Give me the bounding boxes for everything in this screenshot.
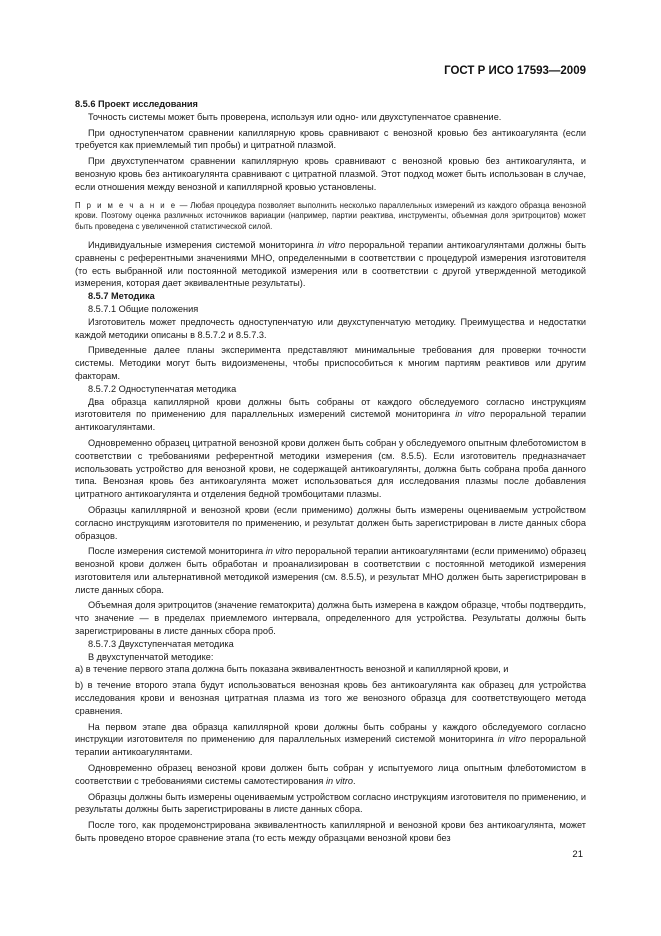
page-number: 21 xyxy=(572,849,583,860)
paragraph: Образцы должны быть измерены оцениваемым устройством согласно инструкциям изготовителя по применению, и результаты должны быть зарегистрированы в листе данных сбора. xyxy=(75,791,586,815)
paragraph: Точность системы может быть проверена, используя или одно- или двухступенчатое сравнение. xyxy=(88,111,502,122)
italic-term: in vitro xyxy=(265,546,293,557)
note-label: П р и м е ч а н и е xyxy=(75,200,177,210)
list-item-a: a) в течение первого этапа должна быть показана эквивалентность венозной и капиллярной крови, и xyxy=(75,664,509,675)
paragraph: После того, как продемонстрирована эквивалентность капиллярной и венозной крови без антикоагулянта, может быть проведено второе сравнение этапа (то есть между образцами венозной крови без xyxy=(75,820,586,844)
italic-term: in vitro xyxy=(497,734,527,745)
paragraph: В двухступенчатой методике: xyxy=(88,651,214,662)
paragraph: Приведенные далее планы эксперимента представляют минимальные требования для проверки точности системы. Методики могут быть видоизменены, чтобы приспособиться к многим партиям реактивов или другим факторам. xyxy=(75,345,586,381)
text-run: После измерения системой мониторинга xyxy=(88,546,266,557)
text-run: На первом этапе два образца капиллярной крови должны быть собраны у каждого обследуемого согласно инструкции изготовителя по применению для параллельных измерений системой мониторинга xyxy=(75,721,586,745)
paragraph: Изготовитель может предпочесть одноступенчатую или двухступенчатую методику. Преимущества и недостатки каждой методики описаны в 8.5.7.2 и 8.5.7.3. xyxy=(75,316,586,340)
italic-term: in vitro xyxy=(317,239,346,250)
paragraph: При одноступенчатом сравнении капиллярную кровь сравнивают с венозной кровью без антикоагулянта (если требуется как приемлемый тип пробы) и цитратной плазмой. xyxy=(75,127,586,151)
text-run: пероральной терапии антикоагулянтами. xyxy=(75,409,587,433)
text-run: пероральной терапии антикоагулянтами (если применимо) образец венозной крови должен быть обработан и проанализирован в соответствии с постоянной методикой измерения изготовителя или альтернативной методикой измерения (см. 8.5.5), и результат МНО должен быть зарегистрирован в листе данных сбора. xyxy=(75,546,587,595)
text-run: пероральной терапии антикоагулянтами должны быть сравнены с референтными значениями МНО, определенными в соответствии с процедурой измерения изготовителя (то есть выбранной или постоянной методикой измерения или в соответствии с другой утвержденной методикой измерения, которая дает эквивалентные результаты). xyxy=(75,239,586,289)
text-run: Одновременно образец венозной крови должен быть собран у испытуемого лица опытным флеботомистом в соответствии с требованиями системы самотестирования xyxy=(75,763,586,786)
paragraph xyxy=(75,762,586,788)
text-run: Два образца капиллярной крови должны быть собраны от каждого обследуемого согласно инструкциям изготовителя по применению для параллельных измерений системой мониторинга xyxy=(75,396,586,420)
page-content xyxy=(75,98,586,845)
italic-term: in vitro xyxy=(455,409,485,420)
section-heading-8-5-6: 8.5.6 Проект исследования xyxy=(75,99,198,109)
subsection-heading: 8.5.7.3 Двухступенчатая методика xyxy=(88,638,234,649)
note xyxy=(75,201,586,233)
paragraph xyxy=(75,239,586,290)
paragraph xyxy=(75,396,586,434)
section-heading-8-5-7: 8.5.7 Методика xyxy=(88,291,155,302)
text-run: пероральной терапии антикоагулянтами. xyxy=(75,734,587,758)
text-run: Индивидуальные измерения системой мониторинга xyxy=(88,239,318,250)
paragraph xyxy=(75,545,586,596)
italic-term: in vitro xyxy=(325,775,354,786)
paragraph: Объемная доля эритроцитов (значение гематокрита) должна быть измерена в каждом образце, чтобы подтвердить, что значение — в пределах приемлемого интервала, определенного для устройства. Результаты должны быть зарегистрированы в листе данных сбора проб. xyxy=(75,600,587,637)
paragraph: При двухступенчатом сравнении капиллярную кровь сравнивают с венозной кровью без антикоагулянта, и венозную кровь без антикоагулянта сравнивают с цитратной плазмой. Этот подход может быть использован в случае, если отношения между венозной и капиллярной кровью установлены. xyxy=(75,156,586,192)
paragraph: Одновременно образец цитратной венозной крови должен быть собран у обследуемого опытным флеботомистом в соответствии с требованиями референтной методики измерения (см. 8.5.5). Если изготовитель предназначает использовать устройство для венозной крови, не содержащей антикоагулянты, должна быть собрана проба данного типа. Венозная кровь без антикоагулянта может использоваться для исследования плазмы после добавления цитратного антикоагулянта и отделения бедной тромбоцитами плазмы. xyxy=(75,437,586,500)
paragraph xyxy=(75,721,586,759)
paragraph: Образцы капиллярной и венозной крови (если применимо) должны быть измерены оцениваемым устройством согласно инструкциям изготовителя по применению, и результат должен быть зарегистрирован в листе данных сбора образцов. xyxy=(75,504,586,541)
text-run: . xyxy=(353,775,356,786)
subsection-heading: 8.5.7.1 Общие положения xyxy=(88,303,199,314)
document-header: ГОСТ Р ИСО 17593—2009 xyxy=(444,65,586,77)
note-text: — Любая процедура позволяет выполнить несколько параллельных измерений из каждого образца венозной крови. Поэтому оценка различных источников вариации (например, партии реактива, инструменты, объемная доля эритроцитов) может быть проведена с увеличенной статистической силой. xyxy=(75,200,586,232)
subsection-heading: 8.5.7.2 Одноступенчатая методика xyxy=(88,383,237,394)
list-item-b: b) в течение второго этапа будут использоваться венозная кровь без антикоагулянта как образец для устройства исследования крови и венозная цитратная плазма из того же венозного образца для соответствующего метода сравнения. xyxy=(75,680,586,716)
